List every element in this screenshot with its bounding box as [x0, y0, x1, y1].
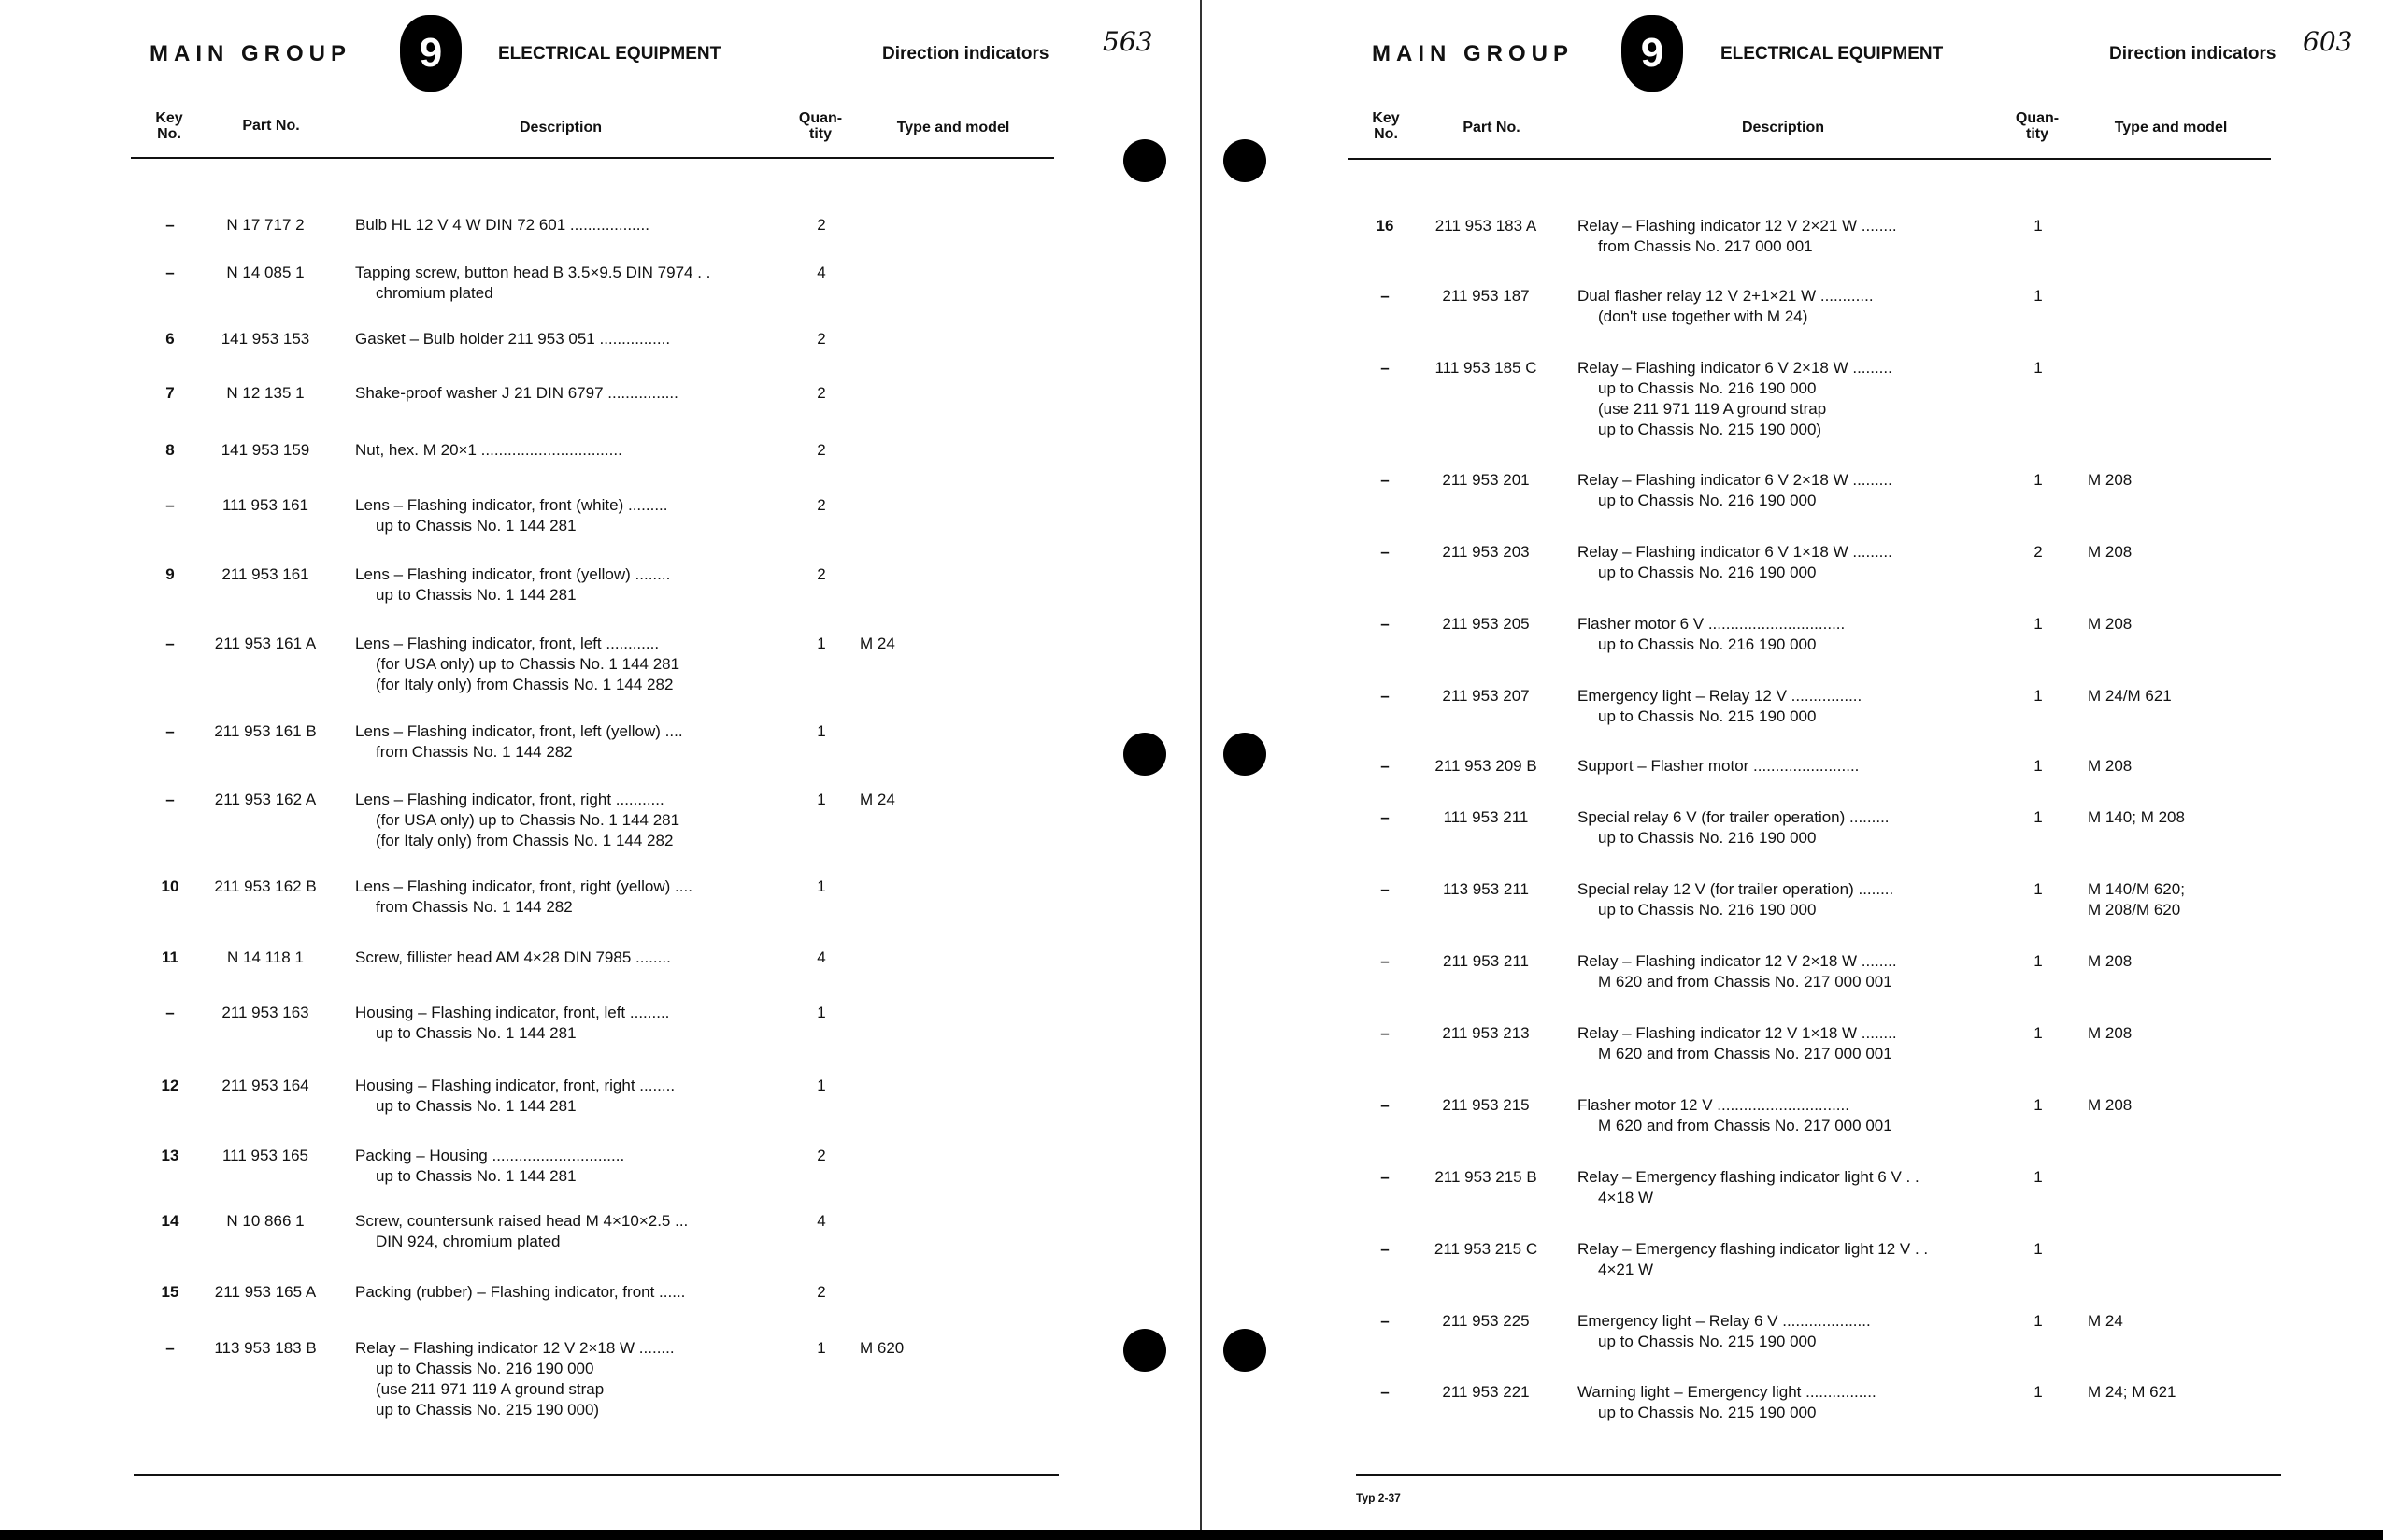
col-description-header: Description — [519, 120, 602, 135]
key-number: 9 — [165, 565, 175, 583]
description-line: M 620 and from Chassis No. 217 000 001 — [1598, 973, 1892, 991]
quantity: 1 — [2033, 217, 2043, 235]
description-line: Screw, countersunk raised head M 4×10×2.5 ... — [355, 1212, 689, 1230]
part-number: 211 953 183 A — [1434, 217, 1537, 235]
part-number: 211 953 187 — [1442, 287, 1530, 305]
binder-hole — [1123, 1329, 1166, 1372]
description — [355, 564, 670, 606]
type-model — [2088, 686, 2172, 706]
key-number: – — [165, 1004, 175, 1021]
description-line: Nut, hex. M 20×1 ................................ — [355, 441, 622, 459]
description-line: Relay – Flashing indicator 12 V 2×18 W ........ — [355, 1339, 675, 1357]
main-group-title: MAIN GROUP — [1372, 41, 1574, 66]
footer-rule — [134, 1474, 1059, 1476]
binder-hole — [1223, 733, 1266, 776]
part-number: 211 953 215 C — [1434, 1240, 1538, 1258]
description — [355, 1338, 675, 1420]
key-number: – — [1380, 1024, 1390, 1042]
key-number: – — [1380, 808, 1390, 826]
description-line: Lens – Flashing indicator, front (yellow) ........ — [355, 565, 671, 583]
quantity: 1 — [2033, 359, 2043, 377]
description — [1577, 614, 1845, 655]
quantity: 2 — [817, 565, 826, 583]
part-number: N 12 135 1 — [226, 384, 305, 402]
description — [355, 877, 692, 918]
quantity: 1 — [817, 722, 826, 740]
part-number: 211 953 207 — [1442, 687, 1530, 705]
part-number: 211 953 165 A — [214, 1283, 317, 1301]
key-number: – — [165, 635, 175, 652]
description — [355, 634, 679, 695]
description-line: M 620 and from Chassis No. 217 000 001 — [1598, 1045, 1892, 1062]
quantity: 4 — [817, 264, 826, 281]
quantity: 2 — [817, 1283, 826, 1301]
type-model-line: M 24; M 621 — [2088, 1383, 2176, 1401]
description — [1577, 542, 1892, 583]
key-number: – — [1380, 1240, 1390, 1258]
quantity: 1 — [817, 1077, 826, 1094]
description-line: Packing – Housing .............................. — [355, 1147, 625, 1164]
quantity: 1 — [2033, 1096, 2043, 1114]
description — [1577, 286, 1874, 327]
description-line: DIN 924, chromium plated — [376, 1233, 561, 1250]
type-model — [860, 634, 895, 654]
section-title: Direction indicators — [2109, 44, 2276, 64]
category-title: ELECTRICAL EQUIPMENT — [498, 44, 721, 64]
key-number: – — [165, 791, 175, 808]
description-line: up to Chassis No. 1 144 281 — [376, 517, 577, 535]
part-number: 211 953 225 — [1442, 1312, 1530, 1330]
part-number: 211 953 215 B — [1434, 1168, 1537, 1186]
description-line: Housing – Flashing indicator, front, right ........ — [355, 1077, 676, 1094]
type-model — [860, 790, 895, 810]
key-number: 7 — [165, 384, 175, 402]
description — [355, 1003, 669, 1044]
bottom-edge — [0, 1530, 2383, 1540]
binder-hole — [1123, 139, 1166, 182]
type-model-line: M 208 — [2088, 615, 2133, 633]
description-line: Lens – Flashing indicator, front (white) ......... — [355, 496, 668, 514]
part-number: 211 953 205 — [1442, 615, 1530, 633]
description — [1577, 470, 1892, 511]
group-number-badge: 9 — [400, 15, 462, 92]
description-line: Dual flasher relay 12 V 2+1×21 W ............ — [1577, 287, 1874, 305]
description — [355, 721, 683, 763]
col-part-header: Part No. — [1463, 120, 1520, 135]
description — [355, 440, 622, 461]
key-number: – — [1380, 952, 1390, 970]
description-line: Relay – Emergency flashing indicator light 12 V . . — [1577, 1240, 1929, 1258]
description-line: Tapping screw, button head B 3.5×9.5 DIN 7974 . . — [355, 264, 711, 281]
col-key-header: Key No. — [155, 110, 183, 142]
description-line: up to Chassis No. 1 144 281 — [376, 1024, 577, 1042]
type-model-line: M 208/M 620 — [2088, 901, 2181, 919]
key-number: – — [1380, 359, 1390, 377]
type-model — [2088, 1382, 2176, 1403]
part-number: 211 953 161 B — [214, 722, 317, 740]
header-rule — [1348, 158, 2271, 160]
part-number: 111 953 165 — [221, 1147, 308, 1164]
description-line: up to Chassis No. 216 190 000 — [376, 1360, 594, 1377]
key-number: – — [1380, 615, 1390, 633]
quantity: 1 — [2033, 1168, 2043, 1186]
type-model-line: M 208 — [2088, 1024, 2133, 1042]
key-number: – — [165, 264, 175, 281]
type-model-line: M 208 — [2088, 757, 2133, 775]
quantity: 1 — [817, 1004, 826, 1021]
description-line: Screw, fillister head AM 4×28 DIN 7985 ........ — [355, 948, 671, 966]
section-title: Direction indicators — [882, 44, 1049, 64]
key-number: 14 — [161, 1212, 179, 1230]
description-line: (use 211 971 119 A ground strap — [376, 1380, 605, 1398]
quantity: 4 — [817, 1212, 826, 1230]
description — [355, 495, 668, 536]
description-line: up to Chassis No. 1 144 281 — [376, 1097, 577, 1115]
type-model-line: M 24 — [860, 791, 895, 808]
binder-hole — [1223, 139, 1266, 182]
description-line: from Chassis No. 1 144 282 — [376, 743, 573, 761]
part-number: 211 953 161 A — [214, 635, 317, 652]
description-line: up to Chassis No. 216 190 000 — [1598, 901, 1817, 919]
part-number: 211 953 209 B — [1434, 757, 1537, 775]
part-number: N 17 717 2 — [226, 216, 305, 234]
page-number: 603 — [2303, 26, 2353, 57]
col-part-header: Part No. — [242, 118, 300, 134]
quantity: 2 — [817, 330, 826, 348]
key-number: – — [165, 496, 175, 514]
description-line: Packing (rubber) – Flashing indicator, front ...... — [355, 1283, 686, 1301]
quantity: 2 — [2033, 543, 2043, 561]
type-model — [2088, 1023, 2132, 1044]
key-number: – — [165, 722, 175, 740]
description-line: Lens – Flashing indicator, front, right (yellow) .... — [355, 877, 692, 895]
description-line: (use 211 971 119 A ground strap — [1598, 400, 1827, 418]
header-rule — [131, 157, 1054, 159]
part-number: 211 953 211 — [1442, 952, 1529, 970]
key-number: – — [1380, 880, 1390, 898]
quantity: 1 — [2033, 880, 2043, 898]
description — [1577, 807, 1890, 848]
key-number: 6 — [165, 330, 175, 348]
part-number: 211 953 201 — [1442, 471, 1530, 489]
description-line: Lens – Flashing indicator, front, left ............ — [355, 635, 660, 652]
description-line: Relay – Flashing indicator 6 V 1×18 W ......... — [1577, 543, 1892, 561]
right-page — [1204, 0, 2383, 1533]
key-number: – — [1380, 1312, 1390, 1330]
key-number: – — [1380, 687, 1390, 705]
description-line: up to Chassis No. 215 190 000) — [1598, 421, 1822, 438]
type-model — [2088, 879, 2185, 920]
description-line: Relay – Flashing indicator 6 V 2×18 W ......... — [1577, 359, 1892, 377]
key-number: – — [1380, 1383, 1390, 1401]
description-line: up to Chassis No. 216 190 000 — [1598, 829, 1817, 847]
key-number: – — [1380, 1168, 1390, 1186]
description-line: Gasket – Bulb holder 211 953 051 ................ — [355, 330, 671, 348]
quantity: 2 — [817, 384, 826, 402]
type-model-line: M 208 — [2088, 471, 2133, 489]
description — [1577, 1239, 1928, 1280]
description-line: M 620 and from Chassis No. 217 000 001 — [1598, 1117, 1892, 1134]
description-line: (for USA only) up to Chassis No. 1 144 281 — [376, 811, 680, 829]
description — [355, 329, 670, 349]
description-line: up to Chassis No. 215 190 000) — [376, 1401, 600, 1419]
key-number: – — [1380, 287, 1390, 305]
description — [1577, 1311, 1871, 1352]
part-number: 211 953 161 — [221, 565, 309, 583]
key-number: – — [165, 216, 175, 234]
binder-hole — [1223, 1329, 1266, 1372]
col-type-header: Type and model — [896, 120, 1010, 135]
key-number: 16 — [1376, 217, 1394, 235]
description-line: Emergency light – Relay 6 V .................... — [1577, 1312, 1871, 1330]
description-line: Emergency light – Relay 12 V ................ — [1577, 687, 1862, 705]
quantity: 1 — [2033, 471, 2043, 489]
type-model-line: M 140; M 208 — [2088, 808, 2185, 826]
description-line: up to Chassis No. 1 144 281 — [376, 586, 577, 604]
key-number: – — [1380, 757, 1390, 775]
description-line: Lens – Flashing indicator, front, right ........... — [355, 791, 664, 808]
col-type-header: Type and model — [2114, 120, 2228, 135]
part-number: 111 953 161 — [221, 496, 308, 514]
part-number: 211 953 164 — [221, 1077, 309, 1094]
description — [355, 215, 649, 235]
key-number: 10 — [161, 877, 179, 895]
quantity: 1 — [2033, 757, 2043, 775]
description-line: Shake-proof washer J 21 DIN 6797 ................ — [355, 384, 678, 402]
description-line: up to Chassis No. 216 190 000 — [1598, 379, 1817, 397]
description — [1577, 1095, 1892, 1136]
key-number: – — [165, 1339, 175, 1357]
part-number: 211 953 213 — [1442, 1024, 1530, 1042]
quantity: 1 — [817, 877, 826, 895]
part-number: 141 953 159 — [221, 441, 310, 459]
quantity: 1 — [2033, 1024, 2043, 1042]
key-number: 12 — [161, 1077, 179, 1094]
description — [1577, 216, 1897, 257]
quantity: 1 — [817, 1339, 826, 1357]
description-line: up to Chassis No. 216 190 000 — [1598, 492, 1817, 509]
part-number: 111 953 185 C — [1434, 359, 1537, 377]
type-model — [2088, 614, 2132, 635]
quantity: 1 — [2033, 287, 2043, 305]
type-model — [2088, 1095, 2132, 1116]
part-number: 141 953 153 — [221, 330, 310, 348]
description-line: up to Chassis No. 215 190 000 — [1598, 1404, 1817, 1421]
part-number: N 14 085 1 — [226, 264, 305, 281]
description-line: up to Chassis No. 216 190 000 — [1598, 635, 1817, 653]
description — [355, 263, 710, 304]
description-line: from Chassis No. 217 000 001 — [1598, 237, 1813, 255]
description-line: 4×21 W — [1598, 1261, 1654, 1278]
description-line: Relay – Emergency flashing indicator light 6 V . . — [1577, 1168, 1919, 1186]
col-key-header: Key No. — [1372, 110, 1400, 142]
type-model-line: M 140/M 620; — [2088, 880, 2185, 898]
part-number: 113 953 183 B — [214, 1339, 317, 1357]
quantity: 2 — [817, 496, 826, 514]
part-number: 211 953 221 — [1442, 1383, 1530, 1401]
quantity: 2 — [817, 1147, 826, 1164]
description-line: up to Chassis No. 216 190 000 — [1598, 563, 1817, 581]
footer-code: Typ 2-37 — [1356, 1491, 1401, 1504]
key-number: 11 — [162, 948, 178, 966]
part-number: 211 953 215 — [1442, 1096, 1530, 1114]
description-line: Relay – Flashing indicator 12 V 1×18 W ........ — [1577, 1024, 1897, 1042]
description-line: Bulb HL 12 V 4 W DIN 72 601 .................. — [355, 216, 649, 234]
description — [1577, 951, 1897, 992]
part-number: 211 953 203 — [1442, 543, 1530, 561]
quantity: 2 — [817, 216, 826, 234]
description-line: (for Italy only) from Chassis No. 1 144 282 — [376, 832, 674, 849]
description-line: Special relay 6 V (for trailer operation) ......... — [1577, 808, 1890, 826]
description-line: (for USA only) up to Chassis No. 1 144 281 — [376, 655, 680, 673]
key-number: – — [1380, 1096, 1390, 1114]
description — [1577, 358, 1892, 440]
type-model-line: M 24/M 621 — [2088, 687, 2172, 705]
description-line: from Chassis No. 1 144 282 — [376, 898, 573, 916]
description — [355, 1211, 688, 1252]
col-quantity-header: Quan- tity — [798, 110, 843, 142]
type-model — [2088, 470, 2132, 491]
part-number: 211 953 162 A — [214, 791, 317, 808]
quantity: 1 — [2033, 1383, 2043, 1401]
key-number: – — [1380, 471, 1390, 489]
key-number: 13 — [161, 1147, 179, 1164]
description-line: Lens – Flashing indicator, front, left (yellow) .... — [355, 722, 683, 740]
description-line: up to Chassis No. 215 190 000 — [1598, 1333, 1817, 1350]
type-model — [2088, 807, 2185, 828]
quantity: 1 — [2033, 808, 2043, 826]
description-line: up to Chassis No. 215 190 000 — [1598, 707, 1817, 725]
part-number: 211 953 162 B — [214, 877, 317, 895]
description — [1577, 686, 1862, 727]
description — [1577, 1382, 1876, 1423]
quantity: 2 — [817, 441, 826, 459]
description-line: Flasher motor 12 V .............................. — [1577, 1096, 1849, 1114]
description — [355, 948, 671, 968]
col-quantity-header: Quan- tity — [2015, 110, 2060, 142]
quantity: 1 — [2033, 952, 2043, 970]
quantity: 1 — [817, 635, 826, 652]
description-line: (for Italy only) from Chassis No. 1 144 282 — [376, 676, 674, 693]
description-line: up to Chassis No. 1 144 281 — [376, 1167, 577, 1185]
footer-rule — [1356, 1474, 2281, 1476]
description — [355, 1146, 624, 1187]
part-number: 211 953 163 — [221, 1004, 309, 1021]
group-number-badge: 9 — [1621, 15, 1683, 92]
key-number: 8 — [165, 441, 175, 459]
quantity: 1 — [2033, 1312, 2043, 1330]
main-group-title: MAIN GROUP — [150, 41, 351, 66]
key-number: – — [1380, 543, 1390, 561]
type-model-line: M 24 — [2088, 1312, 2123, 1330]
part-number: 113 953 211 — [1442, 880, 1529, 898]
binder-hole — [1123, 733, 1166, 776]
col-description-header: Description — [1741, 120, 1824, 135]
description — [355, 1282, 685, 1303]
quantity: 1 — [2033, 1240, 2043, 1258]
type-model — [2088, 951, 2132, 972]
description-line: Flasher motor 6 V ............................... — [1577, 615, 1846, 633]
description-line: Relay – Flashing indicator 6 V 2×18 W ......... — [1577, 471, 1892, 489]
part-number: N 10 866 1 — [226, 1212, 305, 1230]
description — [355, 1076, 675, 1117]
part-number: N 14 118 1 — [227, 948, 304, 966]
description — [355, 383, 678, 404]
type-model — [2088, 1311, 2123, 1332]
description — [1577, 1167, 1919, 1208]
type-model-line: M 208 — [2088, 952, 2133, 970]
quantity: 1 — [817, 791, 826, 808]
description — [1577, 879, 1893, 920]
type-model — [860, 1338, 904, 1359]
type-model — [2088, 756, 2132, 777]
description-line: chromium plated — [376, 284, 493, 302]
quantity: 4 — [817, 948, 826, 966]
description-line: Relay – Flashing indicator 12 V 2×21 W ........ — [1577, 217, 1897, 235]
part-number: 111 953 211 — [1443, 808, 1529, 826]
type-model — [2088, 542, 2132, 563]
type-model-line: M 208 — [2088, 1096, 2133, 1114]
type-model-line: M 24 — [860, 635, 895, 652]
description-line: (don't use together with M 24) — [1598, 307, 1808, 325]
type-model-line: M 208 — [2088, 543, 2133, 561]
description-line: 4×18 W — [1598, 1189, 1654, 1206]
key-number: 15 — [161, 1283, 179, 1301]
page-number: 563 — [1103, 26, 1153, 57]
quantity: 1 — [2033, 687, 2043, 705]
category-title: ELECTRICAL EQUIPMENT — [1720, 44, 1944, 64]
description-line: Special relay 12 V (for trailer operation) ........ — [1577, 880, 1894, 898]
description — [355, 790, 679, 851]
type-model-line: M 620 — [860, 1339, 905, 1357]
description-line: Relay – Flashing indicator 12 V 2×18 W ........ — [1577, 952, 1897, 970]
description-line: Support – Flasher motor ........................ — [1577, 757, 1860, 775]
description — [1577, 756, 1859, 777]
description-line: Warning light – Emergency light ................ — [1577, 1383, 1876, 1401]
description-line: Housing – Flashing indicator, front, left ......... — [355, 1004, 670, 1021]
description — [1577, 1023, 1897, 1064]
quantity: 1 — [2033, 615, 2043, 633]
